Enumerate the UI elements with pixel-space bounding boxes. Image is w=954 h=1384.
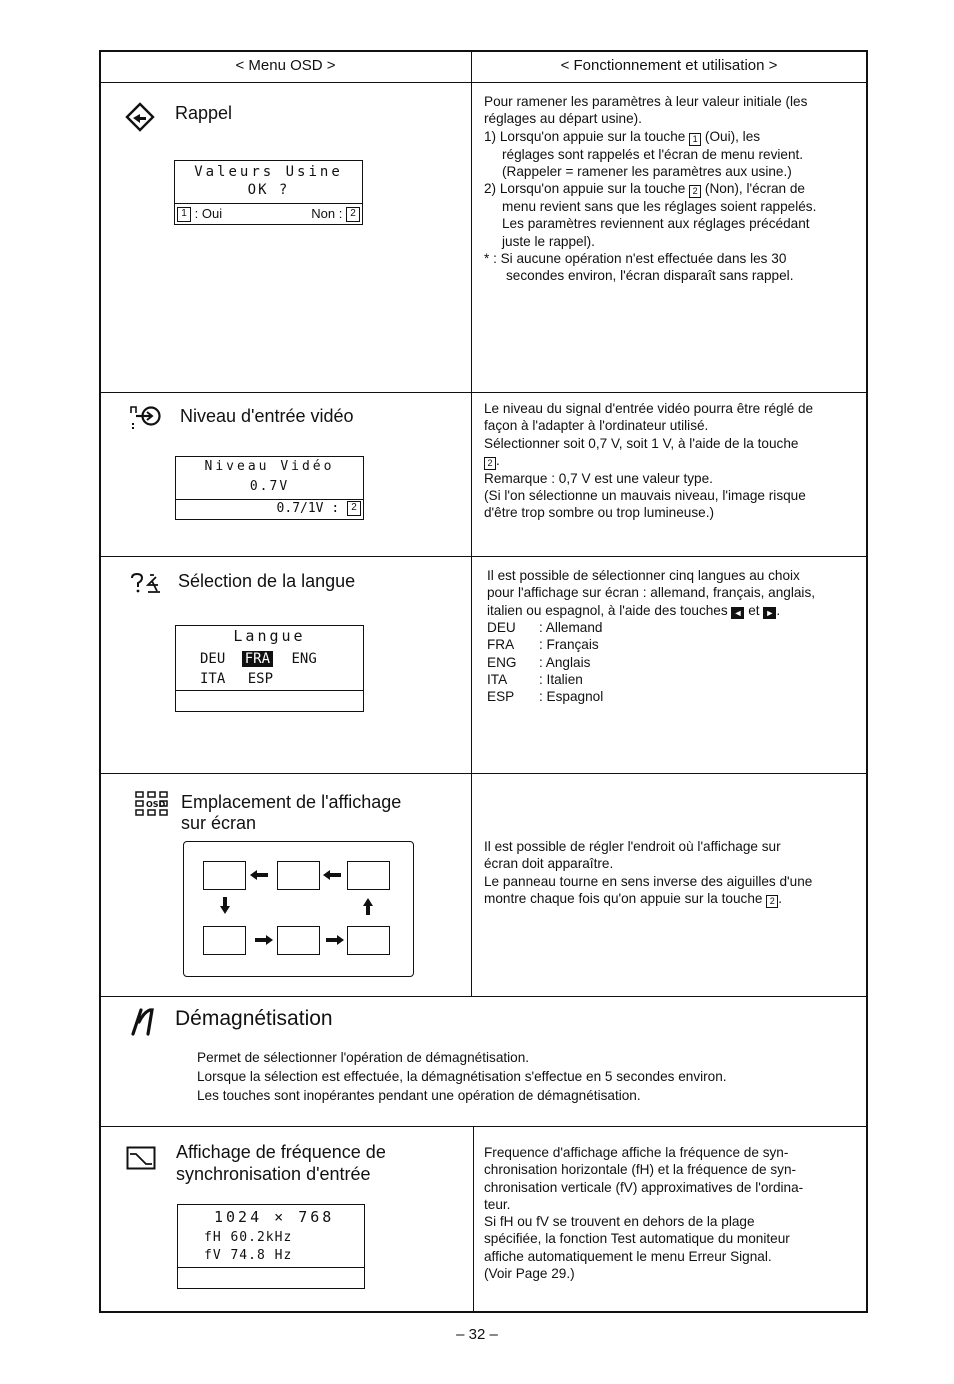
table-right-border	[866, 50, 868, 1313]
rappel-icon	[125, 102, 155, 132]
table-bottom-border	[100, 1311, 867, 1313]
osd-langue	[175, 625, 364, 712]
lang-eng: ENG	[291, 651, 317, 667]
frequence-description	[484, 1144, 862, 1282]
key-2-icon: 2	[766, 895, 778, 908]
lang-fra-selected: FRA	[242, 651, 273, 667]
header-fonctionnement: < Fonctionnement et utilisation >	[560, 57, 778, 74]
text-line: Frequence d'affichage affiche la fréquence de syn-	[484, 1145, 789, 1160]
column-divider	[471, 50, 472, 997]
text-line: Les paramètres reviennent aux réglages précédant	[502, 216, 810, 232]
text-line: Il est possible de régler l'endroit où l'affichage sur	[484, 839, 781, 854]
language-row	[487, 688, 687, 705]
osd-separator	[175, 203, 362, 204]
osd-line: 0.7V	[249, 479, 290, 494]
emplacement-description	[484, 838, 862, 908]
lang-code: FRA	[487, 637, 515, 653]
text-line: 1) Lorsqu'on appuie sur la touche	[484, 128, 686, 144]
emplacement-title-line1: Emplacement de l'affichage	[181, 792, 402, 812]
text-line: Lorsque la sélection est effectuée, la démagnétisation s'effectue en 5 secondes environ.	[197, 1069, 727, 1084]
row-divider	[100, 773, 867, 774]
text-line: montre chaque fois qu'on appuie sur la touche	[484, 890, 763, 906]
key-2-icon: 2	[689, 185, 701, 198]
text-line: Pour ramener les paramètres à leur valeur initiale (les	[484, 94, 808, 109]
text-line: spécifiée, la fonction Test automatique du moniteur	[484, 1231, 790, 1247]
text-line: Si fH ou fV se trouvent en dehors de la plage	[484, 1214, 755, 1230]
osd-line: Valeurs Usine	[194, 164, 343, 180]
language-row	[487, 654, 687, 671]
column-divider	[473, 1126, 474, 1312]
row-divider	[100, 996, 867, 997]
text-line: réglages sont rappelés et l'écran de menu revient.	[502, 146, 804, 162]
language-row	[487, 619, 687, 636]
text-line: (Si l'on sélectionne un mauvais niveau, l'image risque	[484, 488, 806, 504]
language-list	[487, 619, 687, 705]
demag-title: Démagnétisation	[175, 1007, 333, 1030]
video-level-icon	[128, 404, 164, 432]
text-line: Remarque : 0,7 V est une valeur type.	[484, 470, 713, 486]
key-2-icon: 2	[346, 207, 360, 222]
text-line: menu revient sans que les réglages soient rappelés.	[502, 199, 817, 215]
text-line: écran doit apparaître.	[484, 856, 614, 872]
osd-language-row	[200, 651, 363, 667]
language-icon	[130, 572, 164, 596]
video-description	[484, 400, 862, 522]
right-key-icon: ►	[763, 607, 776, 619]
text-line: affiche automatiquement le menu Erreur Signal.	[484, 1248, 772, 1264]
text-line: et	[748, 602, 760, 618]
row-divider	[100, 1126, 867, 1127]
osd-position-icon	[135, 791, 169, 817]
rotation-arrows-icon	[184, 842, 412, 975]
lang-esp: ESP	[247, 671, 274, 687]
lang-code: ENG	[487, 654, 517, 670]
osd-niveau-video	[175, 456, 364, 520]
osd-line: Niveau Vidéo	[204, 459, 335, 474]
osd-line: fV 74.8 Hz	[204, 1248, 293, 1263]
lang-name: : Italien	[539, 671, 583, 687]
text-line: (Voir Page 29.)	[484, 1266, 575, 1282]
option-label: 0.7/1V :	[276, 501, 340, 516]
lang-code: ITA	[487, 671, 508, 687]
text-line: Le niveau du signal d'entrée vidéo pourra être réglé de	[484, 401, 814, 416]
row-divider	[100, 556, 867, 557]
non-label: Non :	[311, 206, 343, 221]
osd-non-option	[311, 206, 360, 222]
rappel-description	[484, 93, 862, 285]
row-divider	[100, 392, 867, 393]
text-line: secondes environ, l'écran disparaît sans rappel.	[506, 268, 794, 284]
video-title: Niveau d'entrée vidéo	[180, 406, 354, 426]
emplacement-title-line2: sur écran	[181, 813, 257, 833]
lang-name: : Anglais	[539, 654, 591, 670]
key-1-icon: 1	[177, 207, 191, 222]
text-line: Il est possible de sélectionner cinq langues au choix	[487, 568, 800, 583]
text-line: .	[776, 602, 781, 618]
text-line: d'être trop sombre ou trop lumineuse.)	[484, 505, 715, 521]
text-line: .	[496, 452, 500, 468]
degauss-icon	[130, 1006, 158, 1036]
header-menu-osd: < Menu OSD >	[235, 57, 336, 74]
text-line: (Rappeler = ramener les paramètres aux usine.)	[502, 163, 792, 179]
lang-name: : Allemand	[539, 620, 603, 635]
key-1-icon: 1	[689, 133, 701, 146]
lang-deu: DEU	[200, 651, 226, 667]
text-line: juste le rappel).	[502, 233, 595, 249]
text-line: 2) Lorsqu'on appuie sur la touche	[484, 181, 686, 197]
osd-position-diagram	[183, 841, 414, 977]
svg-text:OSD: OSD	[146, 800, 166, 809]
langue-description	[487, 567, 862, 619]
oui-label: : Oui	[194, 206, 223, 221]
text-line: façon à l'adapter à l'ordinateur utilisé.	[484, 418, 709, 434]
frequency-icon	[126, 1146, 156, 1170]
text-line: pour l'affichage sur écran : allemand, français, anglais,	[487, 585, 816, 601]
osd-frequency	[177, 1204, 365, 1289]
key-2-icon: 2	[484, 457, 496, 470]
lang-name: : Espagnol	[539, 689, 604, 705]
text-line: teur.	[484, 1196, 511, 1212]
text-line: .	[778, 890, 782, 906]
language-row	[487, 636, 687, 653]
table-left-border	[99, 50, 101, 1313]
text-line: italien ou espagnol, à l'aide des touches	[487, 602, 728, 618]
osd-valeurs-usine	[174, 160, 363, 225]
text-line: * : Si aucune opération n'est effectuée dans les 30	[484, 251, 787, 267]
header-divider	[100, 82, 867, 83]
rappel-title: Rappel	[175, 103, 233, 123]
lang-ita: ITA	[200, 671, 226, 687]
osd-language-row	[200, 671, 363, 687]
text-line: (Non), l'écran de	[704, 181, 805, 197]
lang-code: DEU	[487, 620, 516, 635]
left-key-icon: ◄	[731, 607, 744, 619]
text-line: chronisation verticale (fV) approximatives de l'ordina-	[484, 1179, 804, 1195]
key-2-icon: 2	[347, 501, 361, 516]
text-line: chronisation horizontale (fH) et la fréquence de syn-	[484, 1162, 797, 1178]
text-line: Le panneau tourne en sens inverse des aiguilles d'une	[484, 873, 813, 889]
osd-line: 1024 × 768	[214, 1208, 335, 1226]
lang-name: : Français	[539, 637, 599, 653]
frequence-title-line1: Affichage de fréquence de	[176, 1142, 386, 1162]
osd-separator	[178, 1267, 364, 1268]
osd-separator	[176, 690, 363, 691]
osd-option	[277, 501, 361, 516]
osd-line: Langue	[233, 627, 306, 645]
langue-title: Sélection de la langue	[178, 571, 356, 591]
demag-description	[197, 1048, 857, 1105]
frequence-title-line2: synchronisation d'entrée	[176, 1164, 371, 1184]
text-line: réglages au départ usine).	[484, 111, 642, 127]
osd-line: OK ?	[247, 182, 290, 198]
lang-code: ESP	[487, 689, 515, 705]
page-number: – 32 –	[456, 1326, 498, 1343]
text-line: Les touches sont inopérantes pendant une opération de démagnétisation.	[197, 1088, 641, 1103]
text-line: Permet de sélectionner l'opération de démagnétisation.	[197, 1050, 530, 1065]
text-line: Sélectionner soit 0,7 V, soit 1 V, à l'aide de la touche	[484, 435, 799, 451]
osd-line: fH 60.2kHz	[204, 1230, 293, 1245]
language-row	[487, 671, 687, 688]
text-line: (Oui), les	[704, 128, 761, 144]
